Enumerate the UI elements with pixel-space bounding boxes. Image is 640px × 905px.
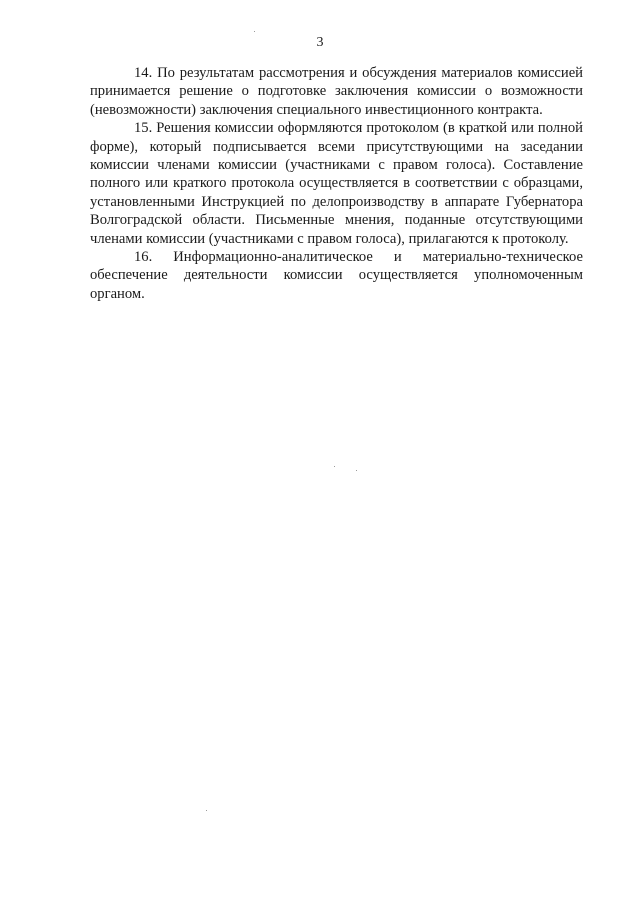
document-body <box>90 64 583 303</box>
scan-speck <box>206 810 207 811</box>
scan-speck <box>356 470 357 471</box>
scan-speck <box>254 31 255 32</box>
paragraph-14: 14. По результатам рассмотрения и обсуждения материалов комиссией принимается решение о подготовке заключения комиссии о возможности (невозможности) заключения специального инвестиционного контракта. <box>90 65 583 118</box>
scan-speck <box>334 466 335 467</box>
page-number: 3 <box>316 35 324 50</box>
paragraph-15: 15. Решения комиссии оформляются протоколом (в краткой или полной форме), который подписывается всеми присутствующими на заседании комиссии членами комиссии (участниками с правом голоса). Составление полного или краткого протокола осуществляется в соответствии с образцами, установленными Инструкцией по делопроизводству в аппарате Губернатора Волгоградской области. Письменные мнения, поданные отсутствующими членами комиссии (участниками с правом голоса), прилагаются к протоколу. <box>90 120 583 247</box>
paragraph-16: 16. Информационно-аналитическое и материально-техническое обеспечение деятельности комиссии осуществляется уполномоченным органом. <box>90 249 583 302</box>
